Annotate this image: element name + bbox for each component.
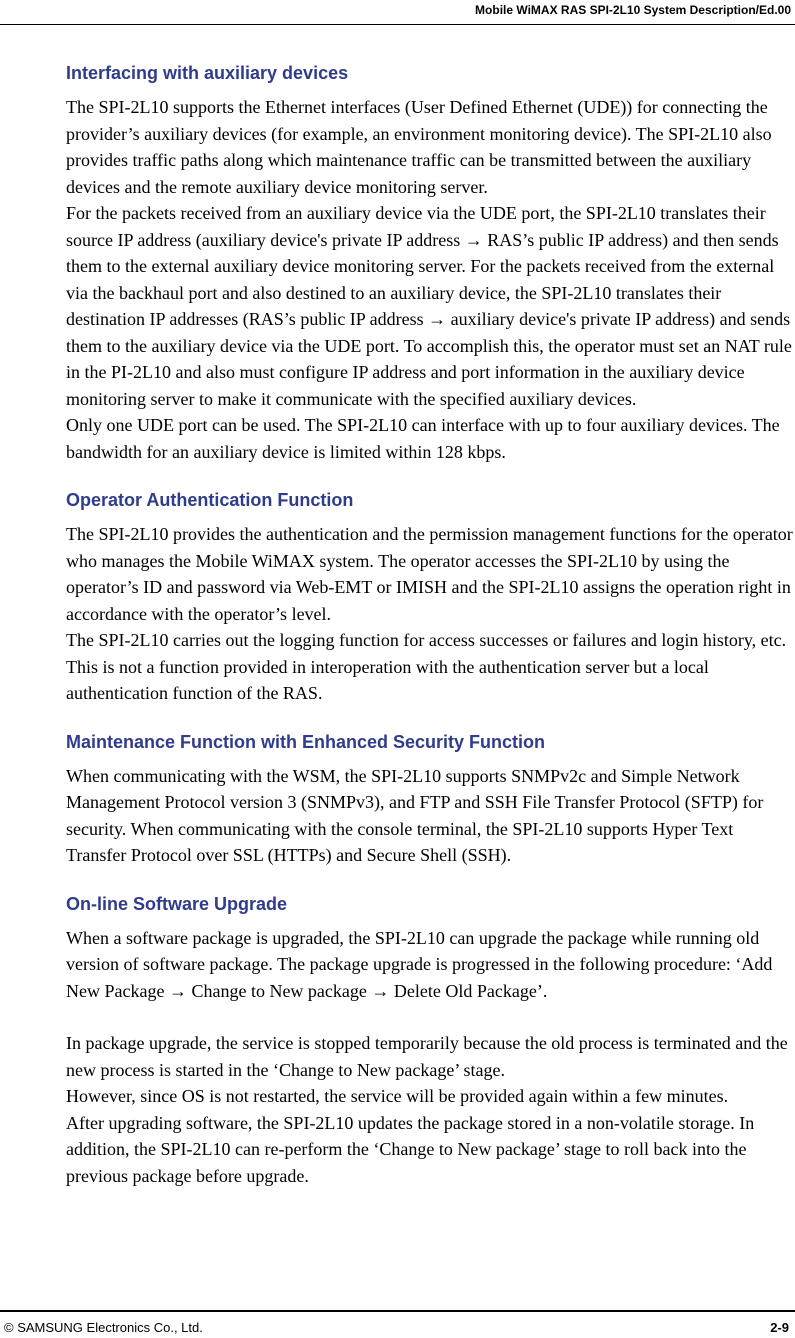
paragraph: In package upgrade, the service is stopped temporarily because the old process is terminated and the new process is started in the ‘Change to New package’ stage. (66, 1033, 788, 1080)
paragraph: When communicating with the WSM, the SPI-2L10 supports SNMPv2c and Simple Network Management Protocol version 3 (SNMPv3), and FTP and SSH File Transfer Protocol (SFTP) for security. When communicating with the console terminal, the SPI-2L10 supports Hyper Text Transfer Protocol over SSL (HTTPs) and Secure Shell (SSH). (66, 765, 764, 865)
section-online-upgrade (66, 889, 795, 1190)
page-header (0, 0, 795, 25)
paragraph: However, since OS is not restarted, the service will be provided again within a few minutes. (66, 1086, 729, 1106)
section-heading: Maintenance Function with Enhanced Security Function (66, 731, 546, 752)
page-content (66, 58, 795, 1209)
paragraph: When a software package is upgraded, the SPI-2L10 can upgrade the package while running old version of software package. The package upgrade is progressed in the following procedure: ‘Add New Package → Change to New package → Delete Old Package’. (66, 927, 773, 1001)
paragraph: After upgrading software, the SPI-2L10 updates the package stored in a non-volatile storage. In addition, the SPI-2L10 can re-perform the ‘Change to New package’ stage to roll back into the previous package before upgrade. (66, 1112, 755, 1186)
paragraph: For the packets received from an auxiliary device via the UDE port, the SPI-2L10 translates their source IP address (auxiliary device's private IP address → RAS’s public IP address) and then sends them to the external auxiliary device monitoring server. For the packets received from the external via the backhaul port and also destined to an auxiliary device, the SPI-2L10 translates their destination IP addresses (RAS’s public IP address → auxiliary device's private IP address) and sends them to the auxiliary device via the UDE port. To accomplish this, the operator must set an NAT rule in the PI-2L10 and also must configure IP address and port information in the auxiliary device monitoring server to make it communicate with the specified auxiliary devices. (66, 203, 792, 409)
page-footer (0, 1310, 795, 1338)
section-operator-authentication (66, 485, 795, 707)
section-heading: On-line Software Upgrade (66, 893, 288, 914)
section-maintenance-security (66, 727, 795, 869)
copyright-notice: © SAMSUNG Electronics Co., Ltd. (4, 1320, 203, 1335)
paragraph: The SPI-2L10 supports the Ethernet interfaces (User Defined Ethernet (UDE)) for connecting the provider’s auxiliary devices (for example, an environment monitoring device). The SPI-2L10 also provides traffic paths along which maintenance traffic can be transmitted between the auxiliary devices and the remote auxiliary device monitoring server. (66, 97, 772, 197)
paragraph: The SPI-2L10 provides the authentication and the permission management functions for the operator who manages the Mobile WiMAX system. The operator accesses the SPI-2L10 by using the operator’s ID and password via Web-EMT or IMISH and the SPI-2L10 assigns the operation right in accordance with the operator’s level. (66, 524, 793, 624)
section-heading: Operator Authentication Function (66, 490, 354, 510)
paragraph: Only one UDE port can be used. The SPI-2L10 can interface with up to four auxiliary devices. The bandwidth for an auxiliary device is limited within 128 kbps. (66, 415, 780, 462)
section-auxiliary-devices (66, 58, 795, 465)
page-number: 2-9 (770, 1320, 789, 1335)
paragraph: The SPI-2L10 carries out the logging function for access successes or failures and login history, etc. This is not a function provided in interoperation with the authentication server but a local authentication function of the RAS. (66, 630, 787, 703)
document-title: Mobile WiMAX RAS SPI-2L10 System Description/Ed.00 (475, 3, 791, 17)
section-heading: Interfacing with auxiliary devices (66, 63, 349, 83)
